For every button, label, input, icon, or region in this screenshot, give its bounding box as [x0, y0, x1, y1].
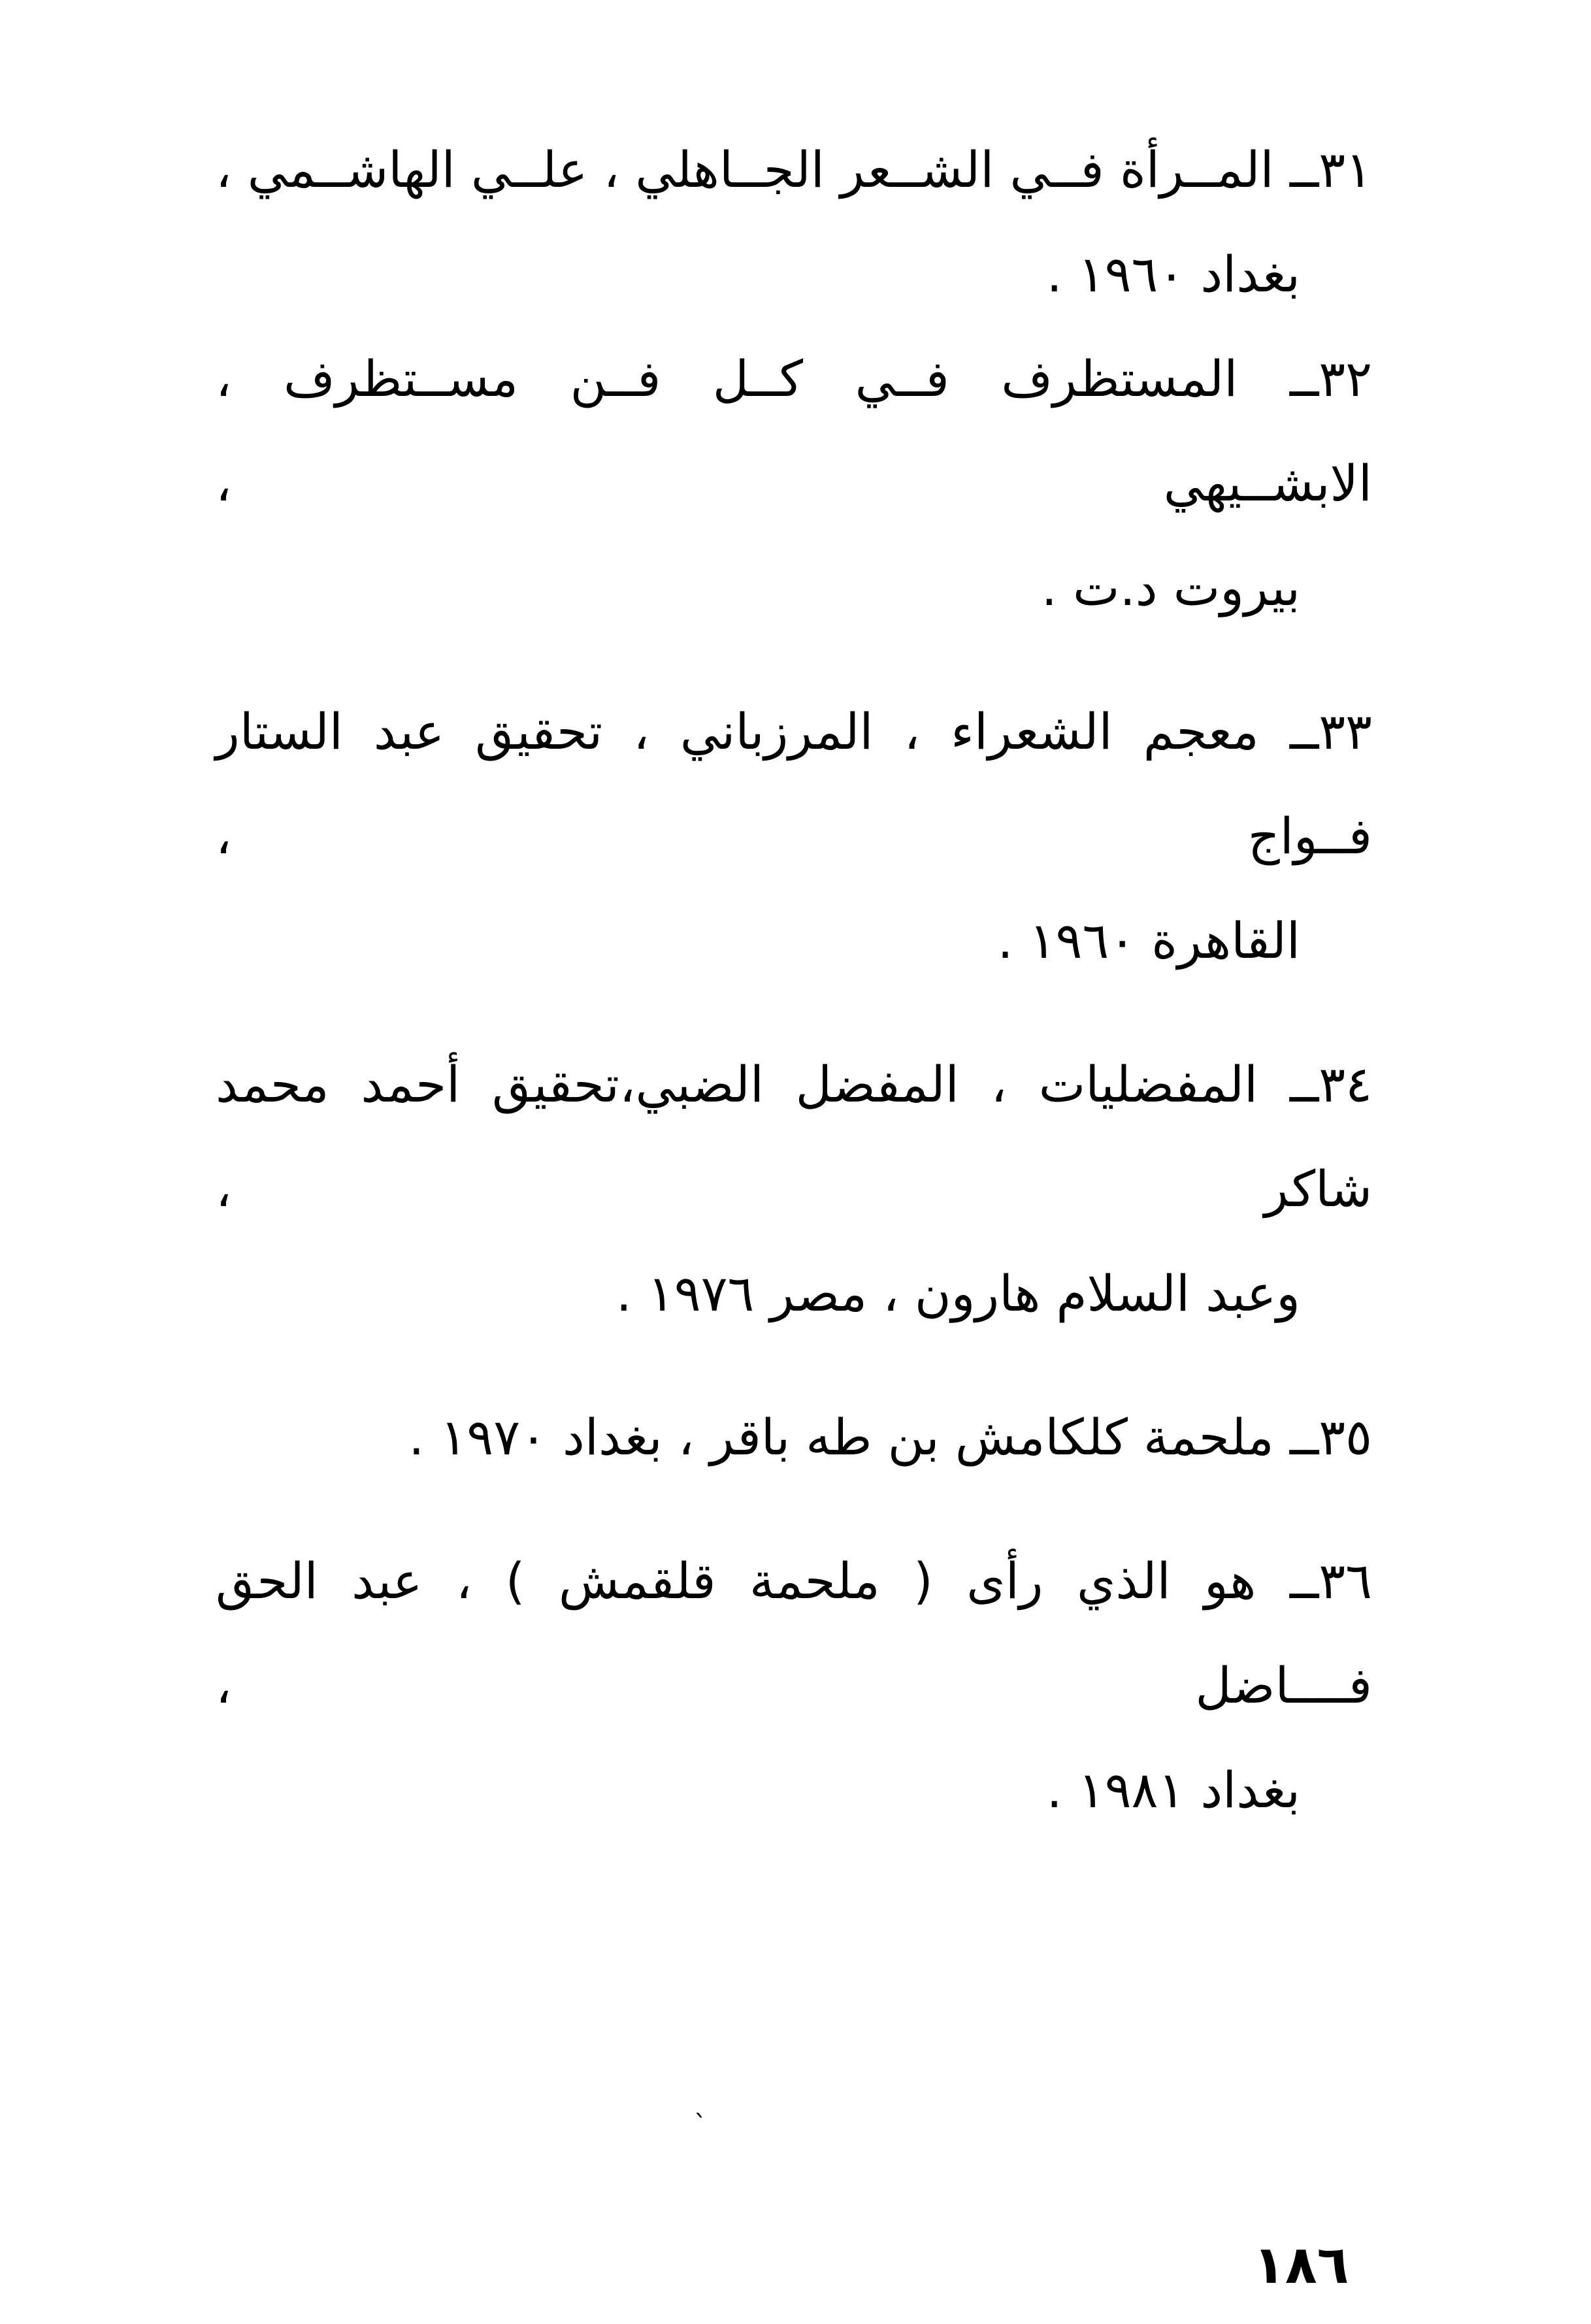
reference-line: ٣٤ــ المفضليات ، المفضل الضبي،تحقيق أحمد محمد شاكر ،: [216, 1055, 1372, 1218]
reference-line: وعبد السلام هارون ، مصر ١٩٧٦ .: [615, 1264, 1300, 1322]
reference-33: [216, 679, 1372, 993]
bibliography-list: [216, 118, 1372, 1842]
reference-line: ٣٥ــ ملحمة كلكامش بن طه باقر ، بغداد ١٩٧٠ .: [408, 1408, 1372, 1466]
reference-line: ٣١ــ المــرأة فــي الشــعر الجــاهلي ، علــي الهاشــمي ،: [216, 140, 1372, 199]
reference-32: [216, 327, 1372, 640]
reference-31: [216, 118, 1372, 327]
reference-line: ٣٦ــ هو الذي رأى ( ملحمة قلقمش ) ، عبد الحق فــــاضل ،: [216, 1552, 1372, 1714]
reference-line: بغداد ١٩٨١ .: [1046, 1761, 1300, 1819]
stray-mark: ˋ: [694, 2110, 707, 2140]
reference-35: [216, 1385, 1372, 1490]
reference-36: [216, 1529, 1372, 1842]
reference-34: [216, 1032, 1372, 1346]
reference-line: القاهرة ١٩٦٠ .: [997, 911, 1300, 970]
reference-line: ٣٣ــ معجم الشعراء ، المرزباني ، تحقيق عبد الستار فــواج ،: [216, 702, 1372, 865]
reference-line: بيروت د.ت .: [1041, 559, 1300, 617]
page-number: ١٨٦: [1253, 2234, 1349, 2295]
reference-line: ٣٢ــ المستظرف فــي كــل فــن مســتظرف ، الابشــيهي ،: [216, 350, 1372, 512]
reference-line: بغداد ١٩٦٠ .: [1046, 245, 1300, 303]
